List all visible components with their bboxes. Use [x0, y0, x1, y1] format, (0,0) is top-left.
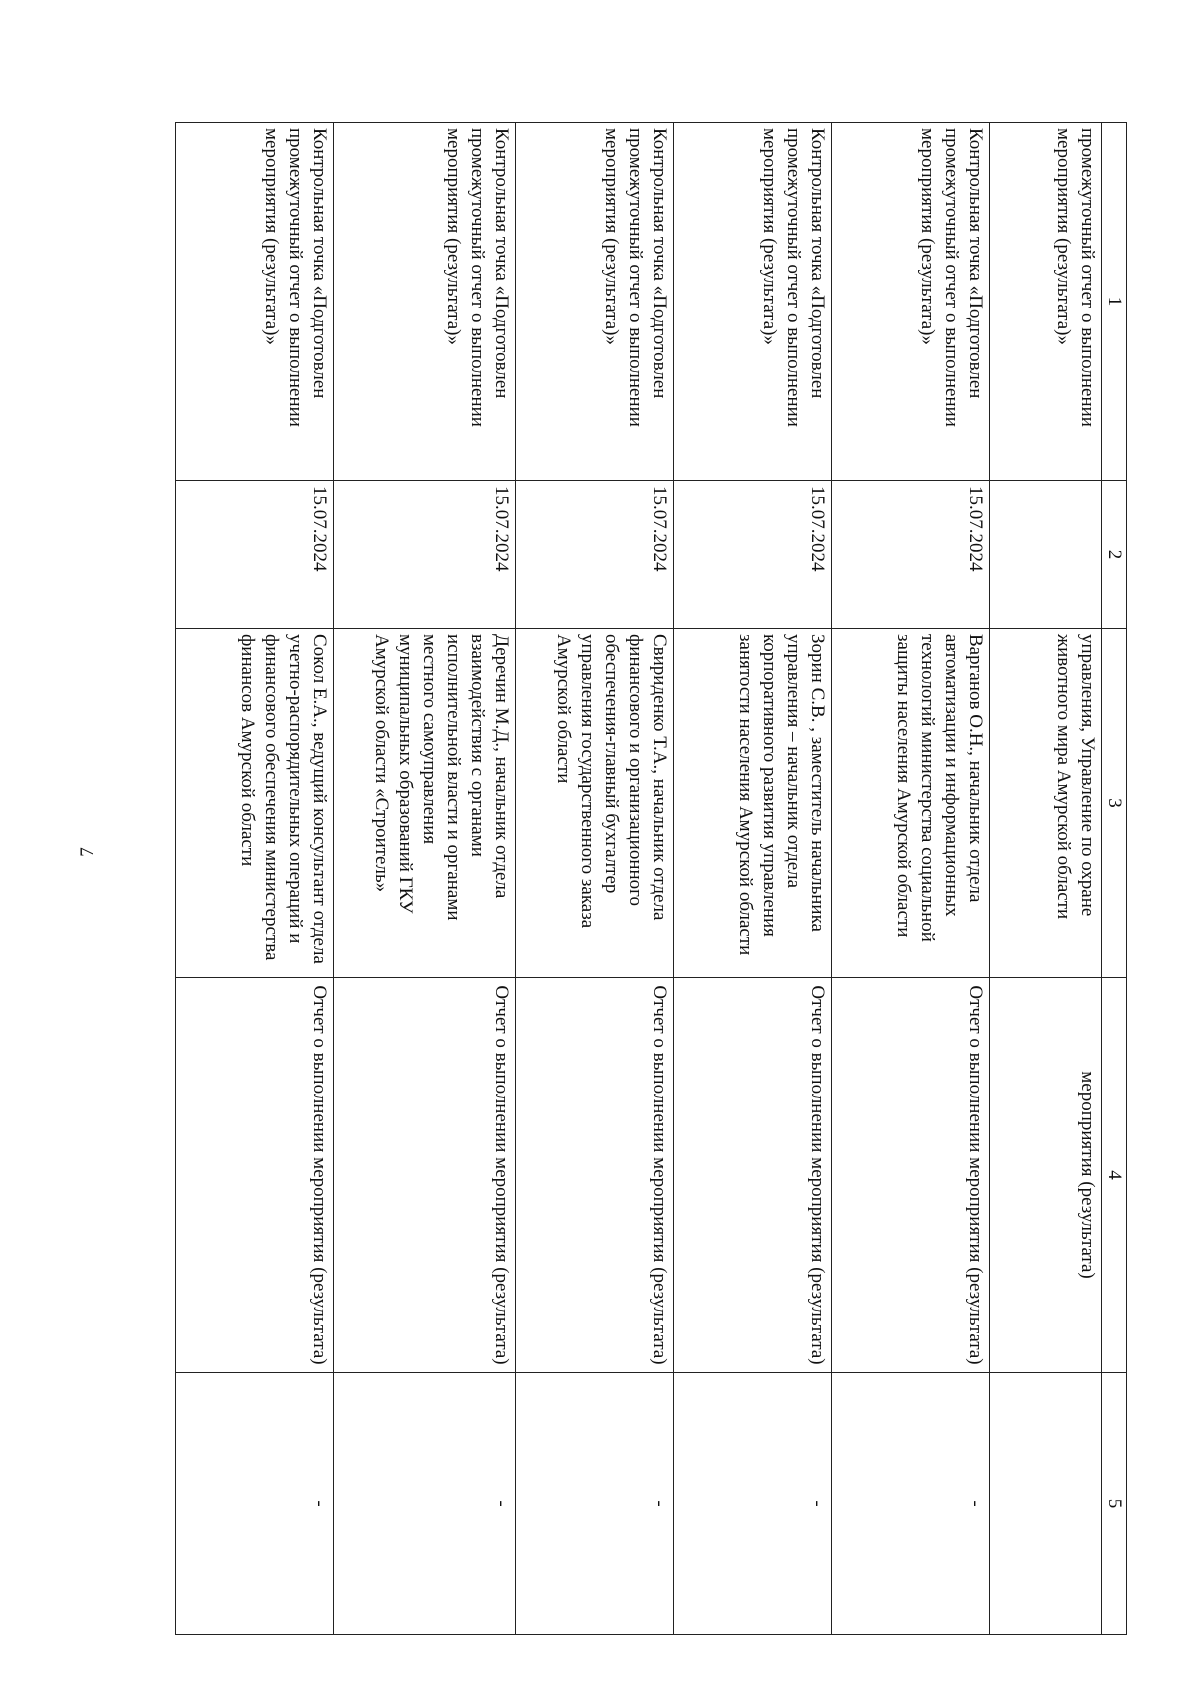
date-cell: [516, 481, 674, 629]
column-header-5: 5: [1102, 1373, 1127, 1635]
document-text: Отчет о выполнении мероприятия (результата): [807, 985, 828, 1365]
event-text: Контрольная точка «Подготовлен промежуточный отчет о выполнении мероприятия (результата)»: [601, 128, 670, 427]
responsible-cell: [176, 629, 334, 978]
column-header-4: 4: [1102, 978, 1127, 1373]
column-header-1: 1: [1102, 123, 1127, 481]
table-header-row: [1102, 123, 1127, 1635]
document-text: Отчет о выполнении мероприятия (результата): [491, 985, 512, 1365]
table-row: [990, 123, 1102, 1635]
document-table-container: [177, 122, 1127, 1634]
responsible-cell: [516, 629, 674, 978]
responsible-text: Деречин М.Д., начальник отдела взаимодействия с органами исполнительной власти и органами местного самоуправления муниципальных образований ГКУ Амурской области «Строитель»: [371, 634, 512, 921]
document-cell: [832, 978, 990, 1373]
date-cell: [176, 481, 334, 629]
responsible-text: Варганов О.Н., начальник отдела автоматизации и информационных технологий министерства социальной защиты населения Амурской области: [893, 634, 986, 942]
column-header-3: 3: [1102, 629, 1127, 978]
note-text: -: [309, 1500, 330, 1507]
table-row: [516, 123, 674, 1635]
table-row: [176, 123, 334, 1635]
document-text: Отчет о выполнении мероприятия (результата): [965, 985, 986, 1365]
event-text: Контрольная точка «Подготовлен промежуточный отчет о выполнении мероприятия (результата)»: [759, 128, 828, 427]
event-text: промежуточный отчет о выполнении мероприятия (результата)»: [1053, 128, 1098, 427]
note-text: -: [491, 1500, 512, 1507]
table-row: [334, 123, 516, 1635]
date-text: 15.07.2024: [491, 486, 512, 572]
responsible-text: Зорин С.В. , заместитель начальника управления – начальник отдела корпоративного развития управления занятости населения Амурской области: [735, 634, 828, 956]
note-cell: [674, 1373, 832, 1635]
table-row: [674, 123, 832, 1635]
event-cell: [176, 123, 334, 481]
date-text: 15.07.2024: [965, 486, 986, 572]
document-text: Отчет о выполнении мероприятия (результата): [649, 985, 670, 1365]
document-cell: [990, 978, 1102, 1373]
responsible-text: Свириденко Т.А., начальник отдела финансового и организационного обеспечения-главный бухгалтер управления государственного заказа Амурской области: [553, 634, 670, 929]
event-cell: [832, 123, 990, 481]
document-cell: [176, 978, 334, 1373]
responsible-cell: [832, 629, 990, 978]
responsible-cell: [990, 629, 1102, 978]
date-text: 15.07.2024: [309, 486, 330, 572]
event-text: Контрольная точка «Подготовлен промежуточный отчет о выполнении мероприятия (результата)»: [443, 128, 512, 427]
event-text: Контрольная точка «Подготовлен промежуточный отчет о выполнении мероприятия (результата)»: [917, 128, 986, 427]
event-cell: [516, 123, 674, 481]
event-cell: [674, 123, 832, 481]
date-cell: [990, 481, 1102, 629]
note-cell: [176, 1373, 334, 1635]
responsible-text: управления, Управление по охране животного мира Амурской области: [1053, 634, 1098, 920]
responsible-cell: [334, 629, 516, 978]
date-text: 15.07.2024: [807, 486, 828, 572]
document-cell: [674, 978, 832, 1373]
responsible-text: Сокол Е.А., ведущий консультант отдела учетно-распорядительных операций и финансового обеспечения министерства финансов Амурской области: [237, 634, 330, 964]
document-cell: [334, 978, 516, 1373]
document-text: мероприятия (результата): [1077, 1071, 1098, 1279]
note-text: -: [649, 1500, 670, 1507]
note-text: -: [807, 1500, 828, 1507]
responsible-cell: [674, 629, 832, 978]
page-number: 7: [77, 847, 98, 857]
event-cell: [334, 123, 516, 481]
document-text: Отчет о выполнении мероприятия (результата): [309, 985, 330, 1365]
table-row: [832, 123, 990, 1635]
note-cell: [516, 1373, 674, 1635]
date-cell: [334, 481, 516, 629]
note-cell: [832, 1373, 990, 1635]
note-cell: [334, 1373, 516, 1635]
note-text: -: [965, 1500, 986, 1507]
document-table: [175, 122, 1127, 1635]
column-header-2: 2: [1102, 481, 1127, 629]
date-cell: [832, 481, 990, 629]
note-cell: [990, 1373, 1102, 1635]
event-cell: [990, 123, 1102, 481]
date-cell: [674, 481, 832, 629]
event-text: Контрольная точка «Подготовлен промежуточный отчет о выполнении мероприятия (результата)»: [261, 128, 330, 427]
document-cell: [516, 978, 674, 1373]
date-text: 15.07.2024: [649, 486, 670, 572]
